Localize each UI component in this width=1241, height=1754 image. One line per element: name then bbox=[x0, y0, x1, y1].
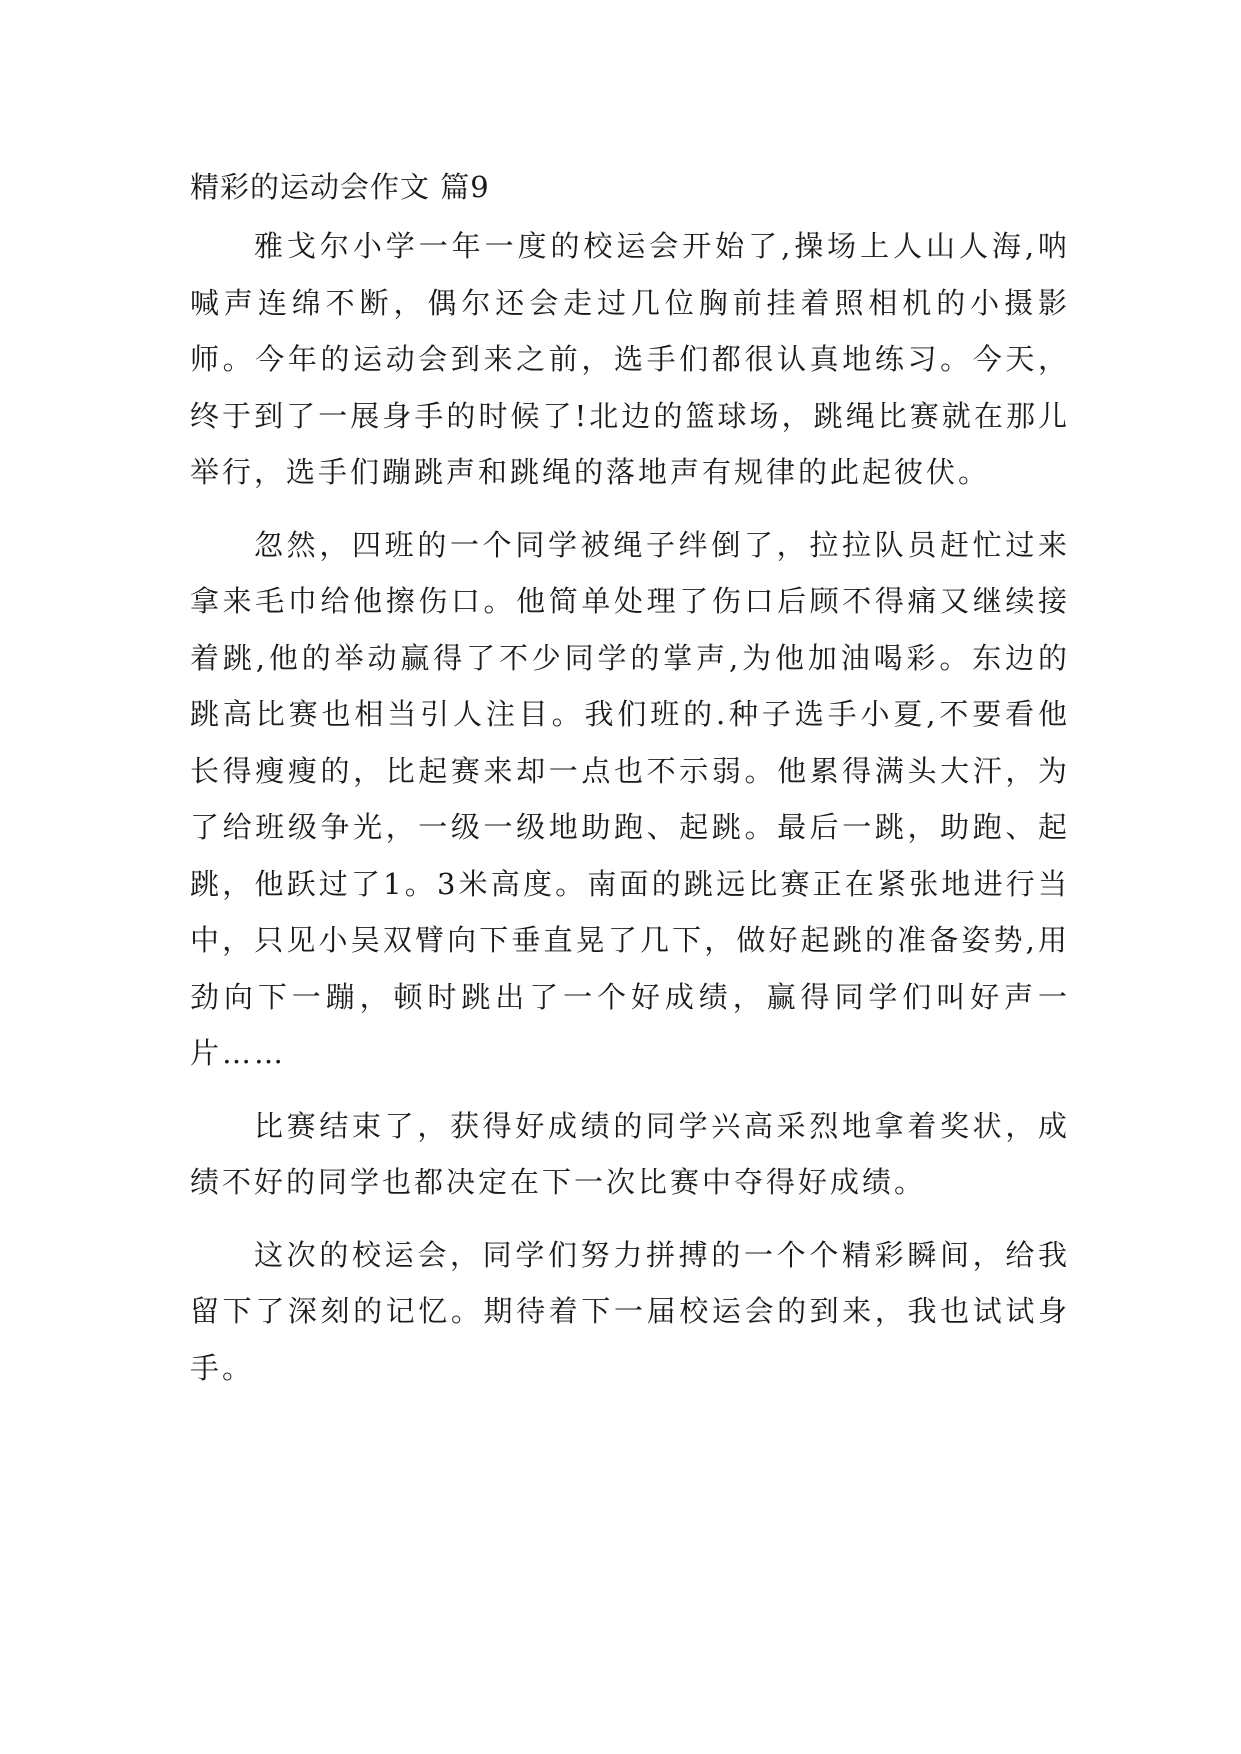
paragraph-3: 比赛结束了，获得好成绩的同学兴高采烈地拿着奖状，成绩不好的同学也都决定在下一次比赛中夺得好成绩。 bbox=[190, 1108, 1070, 1199]
paragraph-2: 忽然，四班的一个同学被绳子绊倒了，拉拉队员赶忙过来拿来毛巾给他擦伤口。他简单处理了伤口后顾不得痛又继续接着跳,他的举动赢得了不少同学的掌声,为他加油喝彩。东边的跳高比赛也相当引人注目。我们班的.种子选手小夏,不要看他长得瘦瘦的，比起赛来却一点也不示弱。他累得满头大汗，为了给班级争光，一级一级地助跑、起跳。最后一跳，助跑、起跳，他跃过了1。3米高度。南面的跳远比赛正在紧张地进行当中，只见小吴双臂向下垂直晃了几下，做好起跳的准备姿势,用劲向下一蹦，顿时跳出了一个好成绩，赢得同学们叫好声一片…… bbox=[190, 527, 1070, 1070]
document-title: 精彩的运动会作文 篇9 bbox=[190, 170, 490, 204]
paragraph-4: 这次的校运会，同学们努力拼搏的一个个精彩瞬间，给我留下了深刻的记忆。期待着下一届校运会的到来，我也试试身手。 bbox=[190, 1237, 1070, 1385]
document-page bbox=[190, 160, 1070, 1412]
paragraph-1: 雅戈尔小学一年一度的校运会开始了,操场上人山人海,呐喊声连绵不断，偶尔还会走过几位胸前挂着照相机的小摄影师。今年的运动会到来之前，选手们都很认真地练习。今天，终于到了一展身手的时候了!北边的篮球场，跳绳比赛就在那儿举行，选手们蹦跳声和跳绳的落地声有规律的此起彼伏。 bbox=[190, 229, 1070, 489]
